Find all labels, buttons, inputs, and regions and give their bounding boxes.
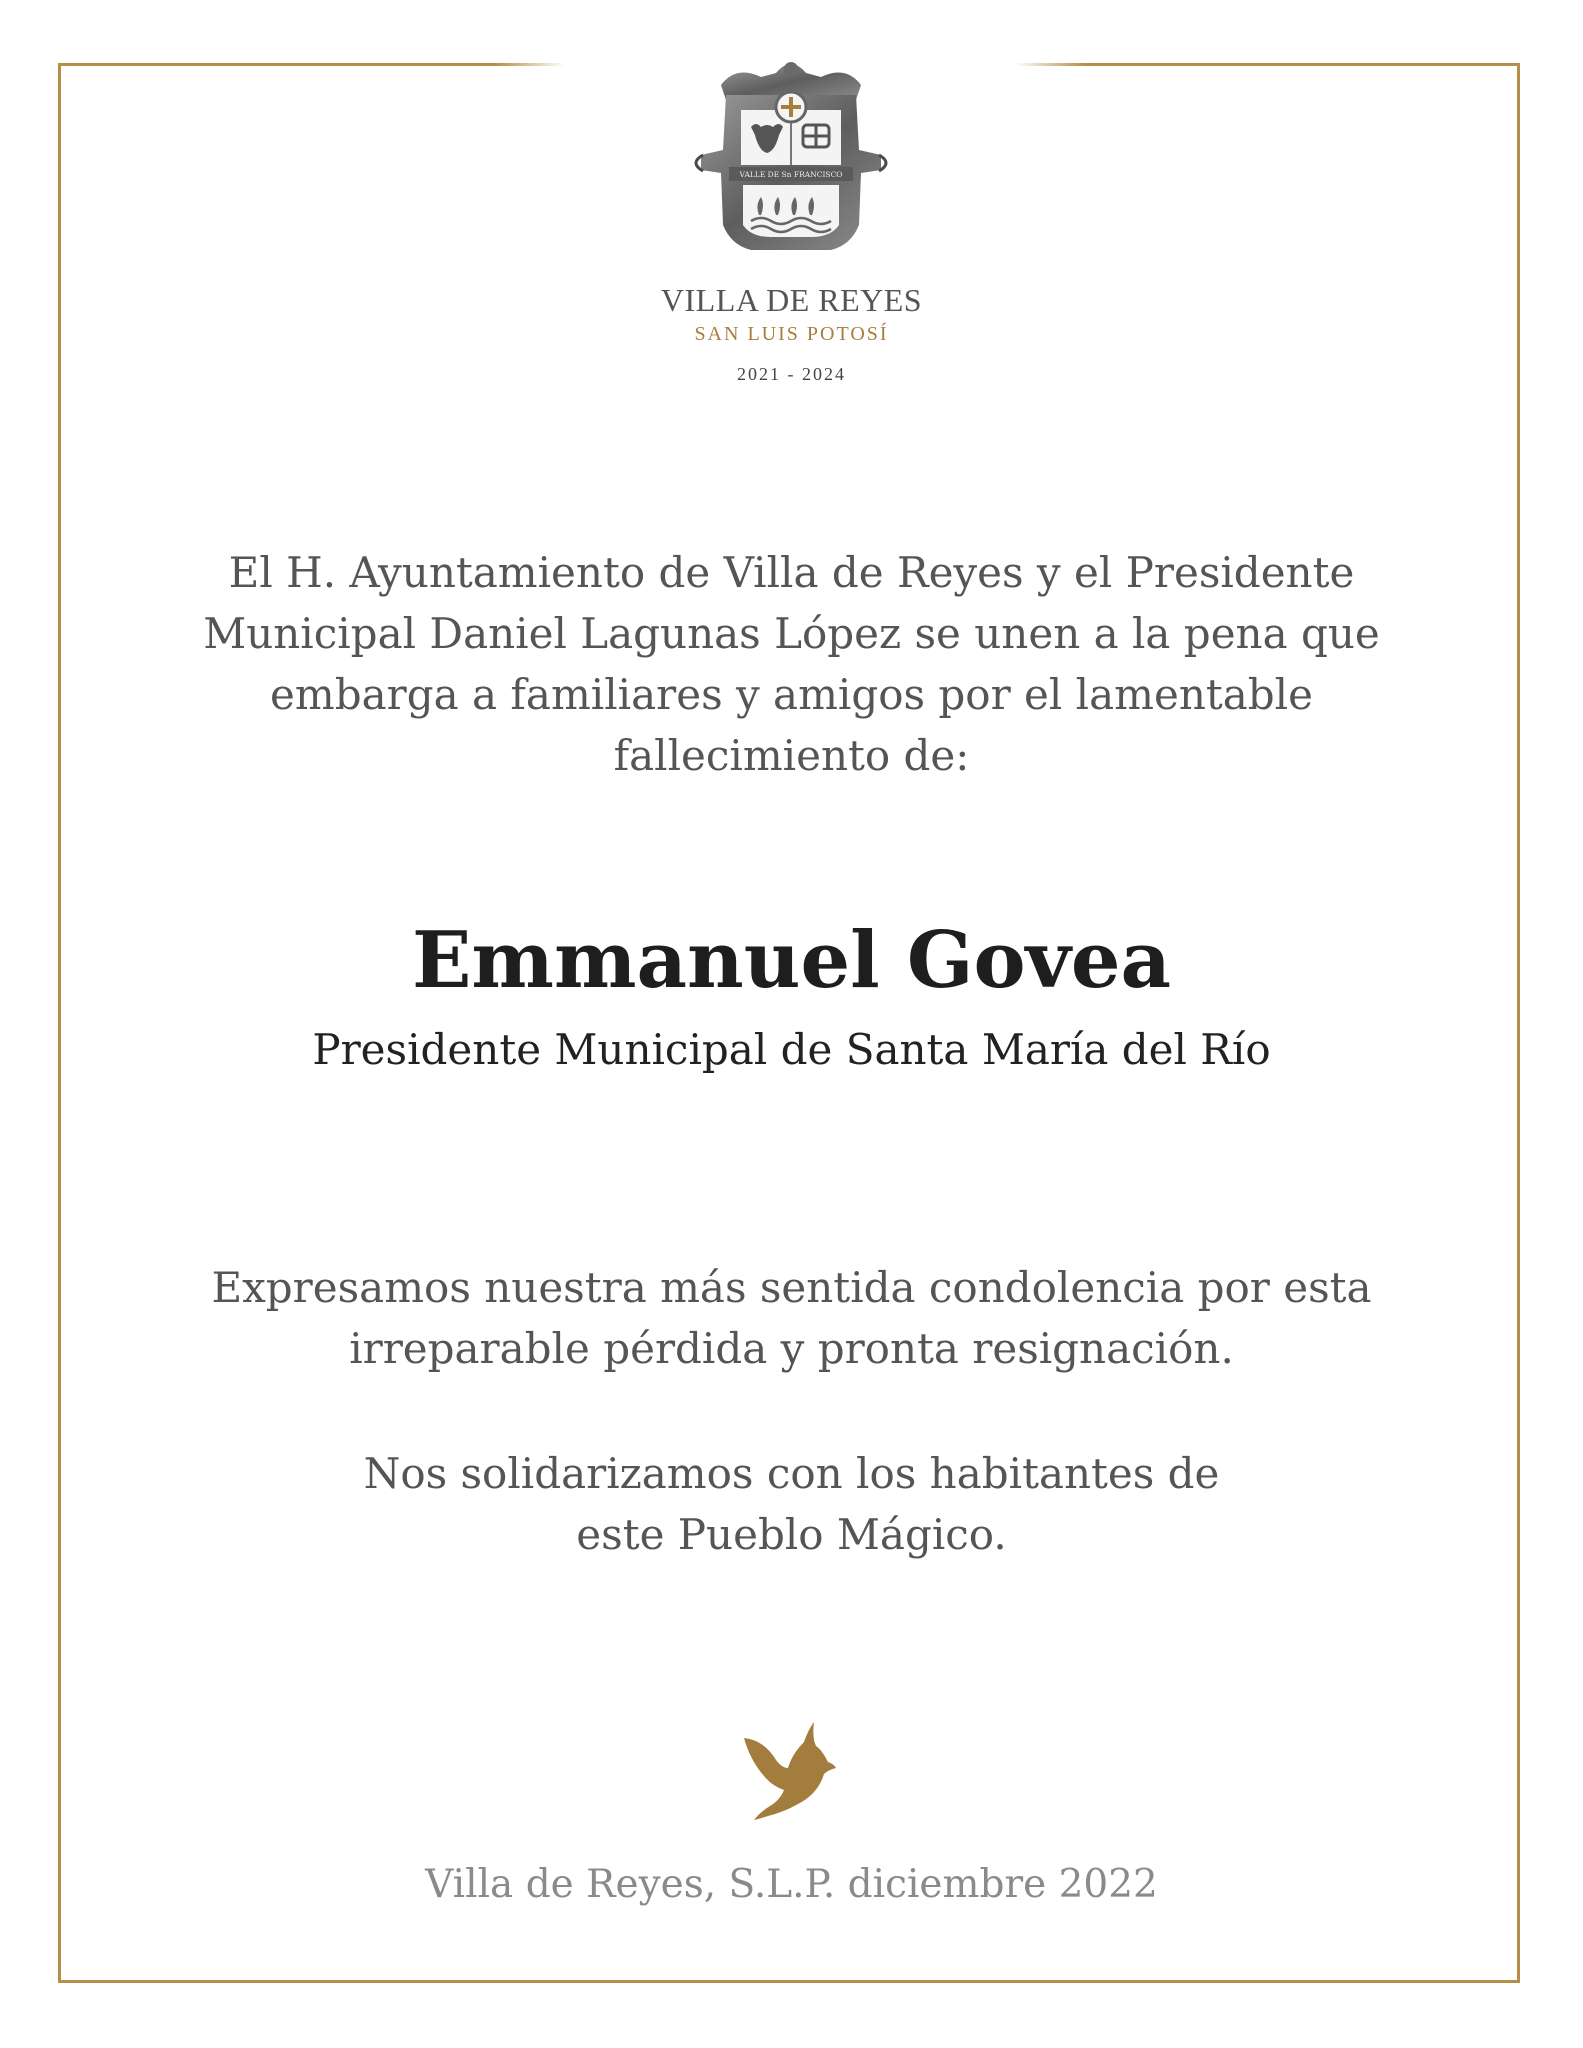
intro-line: fallecimiento de: — [613, 731, 970, 780]
intro-line: embarga a familiares y amigos por el lamentable — [270, 670, 1313, 719]
condolence-line: Expresamos nuestra más sentida condolencia por esta — [211, 1263, 1372, 1312]
coat-of-arms-icon — [681, 55, 901, 275]
solidarity-line: este Pueblo Mágico. — [576, 1510, 1007, 1559]
intro-line: Municipal Daniel Lagunas López se unen a la pena que — [203, 609, 1380, 658]
condolence-paragraph — [150, 1257, 1433, 1379]
dove-icon — [742, 1720, 837, 1820]
solidarity-paragraph — [150, 1443, 1433, 1565]
state-name: SAN LUIS POTOSÍ — [694, 323, 889, 345]
seal-banner-text: VALLE DE Sn FRANCISCO — [739, 170, 843, 179]
solidarity-line: Nos solidarizamos con los habitantes de — [363, 1449, 1220, 1498]
administration-years: 2021 - 2024 — [737, 364, 846, 384]
intro-line: El H. Ayuntamiento de Villa de Reyes y el Presidente — [228, 548, 1355, 597]
deceased-title: Presidente Municipal de Santa María del Río — [312, 1025, 1271, 1074]
intro-paragraph — [150, 542, 1433, 786]
municipality-name: VILLA DE REYES — [660, 282, 923, 318]
deceased-name: Emmanuel Govea — [411, 915, 1171, 1006]
frame-fade-left — [495, 63, 565, 66]
place-and-date: Villa de Reyes, S.L.P. diciembre 2022 — [425, 1862, 1158, 1907]
frame-fade-right — [1015, 63, 1085, 66]
condolence-line: irreparable pérdida y pronta resignación. — [349, 1324, 1234, 1373]
gold-border-frame — [58, 63, 1520, 1983]
